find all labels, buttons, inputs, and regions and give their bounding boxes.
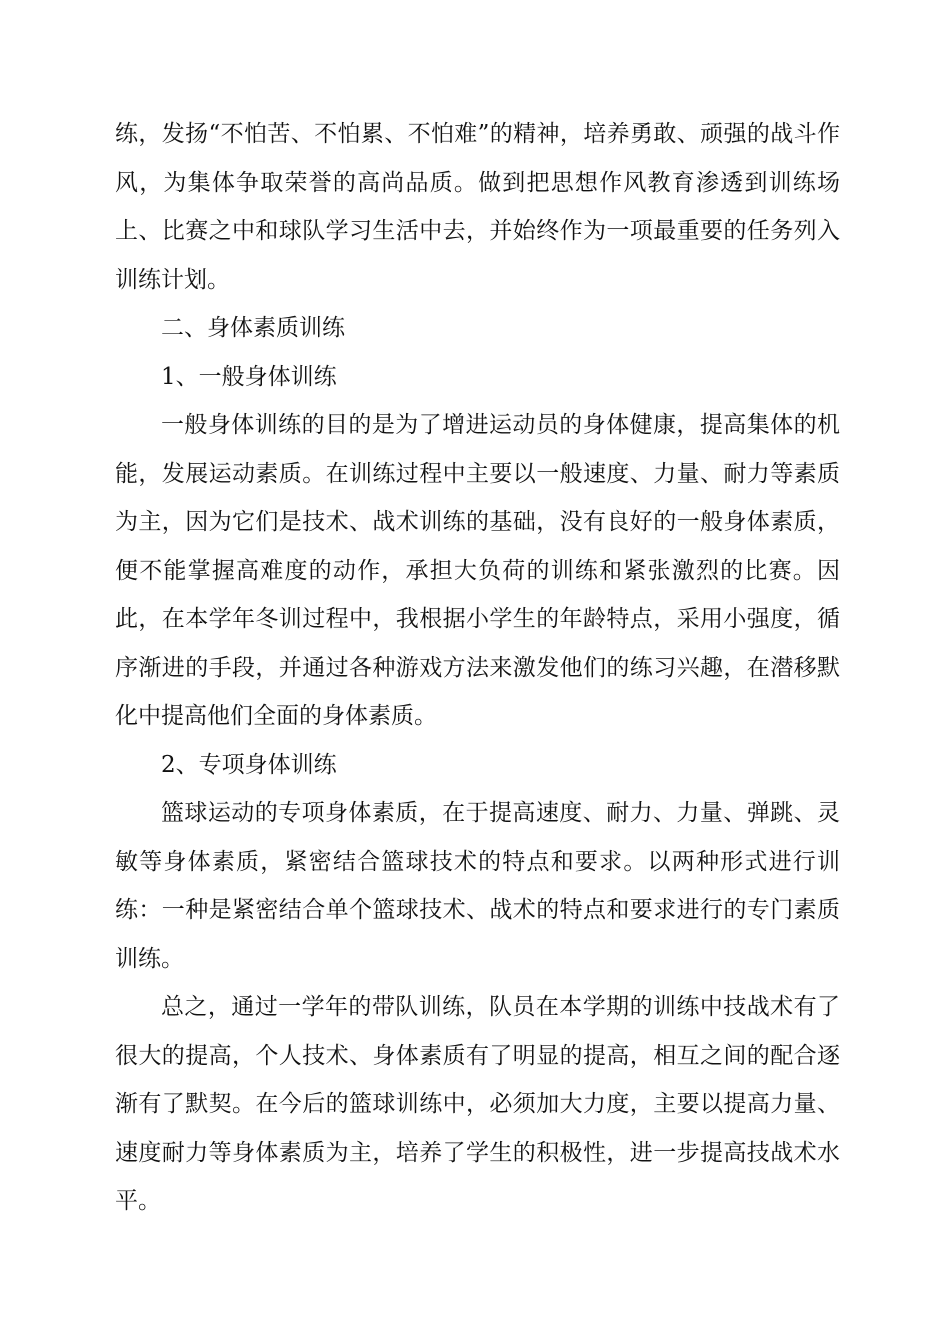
paragraph-special-training: 篮球运动的专项身体素质，在于提高速度、耐力、力量、弹跳、灵敏等身体素质，紧密结合篮球技术的特点和要求。以两种形式进行训练：一种是紧密结合单个篮球技术、战术的特点和要求进行的专门素质训练。	[115, 800, 840, 972]
paragraph-general-training: 一般身体训练的目的是为了增进运动员的身体健康，提高集体的机能，发展运动素质。在训练过程中主要以一般速度、力量、耐力等素质为主，因为它们是技术、战术训练的基础，没有良好的一般身体素质，便不能掌握高难度的动作，承担大负荷的训练和紧张激烈的比赛。因此，在本学年冬训过程中，我根据小学生的年龄特点，采用小强度，循序渐进的手段，并通过各种游戏方法来激发他们的练习兴趣，在潜移默化中提高他们全面的身体素质。	[115, 412, 840, 729]
document-body	[115, 110, 840, 1226]
paragraph-summary: 总之，通过一学年的带队训练，队员在本学期的训练中技战术有了很大的提高，个人技术、身体素质有了明显的提高，相互之间的配合逐渐有了默契。在今后的篮球训练中，必须加大力度，主要以提高力量、速度耐力等身体素质为主，培养了学生的积极性，进一步提高技战术水平。	[115, 994, 840, 1214]
subheading-special-training: 2、专项身体训练	[161, 751, 337, 778]
subheading-general-training: 1、一般身体训练	[161, 363, 337, 390]
paragraph-continuation: 练，发扬“不怕苦、不怕累、不怕难”的精神，培养勇敢、顽强的战斗作风，为集体争取荣誉的高尚品质。做到把思想作风教育渗透到训练场上、比赛之中和球队学习生活中去，并始终作为一项最重要的任务列入训练计划。	[115, 121, 840, 293]
section-heading-physical-training: 二、身体素质训练	[161, 315, 345, 341]
